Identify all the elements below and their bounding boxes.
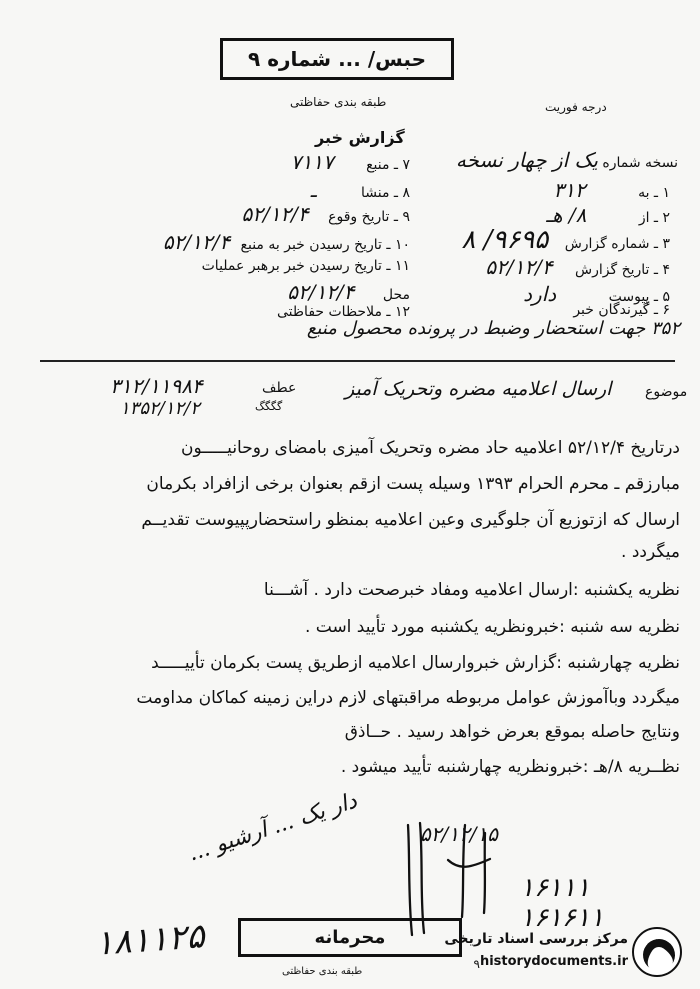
reference-date: ۱۳۵۲/۱۲/۲ [120,398,200,419]
field-label: محل [382,287,410,303]
footer-classification-stamp: محرمانه [238,918,462,957]
field-label: ۳ ـ شماره گزارش [564,236,670,252]
page-number: ۹ [473,957,480,971]
header-divider [40,360,675,362]
field-label: ۴ ـ تاریخ گزارش [575,262,670,278]
body-line: ارسال که ازتوزیع آن جلوگیری وعین اعلامیه بمنظو راستحضارپپیوست تقدیــم [141,510,680,530]
opinion-line: ونتایج حاصله بموقع بعرض خواهد رسید . حــاذق [344,722,680,742]
field-recipients [520,302,670,318]
footer-classification-label: طبقه بندی حفاظتی [282,966,363,977]
report-title: گزارش خبر [315,128,405,147]
opinion-line: نظریه چهارشنبه :گزارش خبروارسال اعلامیه ازطریق پست بکرمان تأییـــــد [151,653,680,673]
subject-label: موضوع [645,384,688,400]
handwritten-number: ۱۶۱۱۱ [520,873,590,903]
field-occurrence-date [95,202,410,226]
field-label: ۹ ـ تاریخ وقوع [328,209,410,225]
reference-label: عطف [262,380,297,396]
field-value: ۵۲/۱۲/۴ [287,280,355,304]
field-label: ۱۲ ـ ملاحظات حفاظتی [277,304,410,320]
urgency-label: درجه فوریت [545,100,607,114]
field-value: ۵۲/۱۲/۴ [485,255,553,279]
field-label: ۶ ـ گیرندگان خبر [573,302,670,318]
copy-number [428,148,678,172]
field-to [500,178,670,202]
handwritten-date: ۵۲/۱۲/۱۵ [420,822,498,846]
field-label: ۱۱ ـ تاریخ رسیدن خبر برهبر عملیات [201,258,410,274]
field-date-to-source [40,230,410,254]
body-line: مبارزقم ـ محرم الحرام ۱۳۹۳ وسیله پست ازقم بعنوان برخی ازافراد بکرمان [146,474,680,494]
opinion-line: نظریه سه شنبه :خبرونظریه یکشنبه مورد تأیید است . [304,617,680,637]
field-source [160,150,410,174]
reference-sub: گگگگ [255,400,283,413]
field-place [100,280,410,304]
field-label: ۷ ـ منبع [366,157,410,173]
logo-url: historydocuments.ir [479,954,628,969]
field-value: ۷۱۱۷ [290,150,334,174]
field-value: یک از چهار نسخه [455,148,598,172]
opinion-line: میگردد وباآموزش عوامل مربوطه مراقبتهای لازم دراین زمینه کماکان مداومت [136,688,680,708]
field-origin [195,178,410,202]
field-value: دارد [523,282,557,306]
opinion-line: نظریه یکشنبه :ارسال اعلامیه ومفاد خبرصحت دارد . آشـــنا [263,580,680,600]
subject-text: ارسال اعلامیه مضره وتحریک آمیز [345,378,612,400]
field-date-to-leader [80,258,410,274]
history-documents-logo [444,919,690,981]
margin-number: ۱۸۱۱۲۵ [93,916,206,964]
classification-label: طبقه بندی حفاظتی [290,95,387,109]
handwritten-annotation: دار یک ... آرشیو ... [185,788,361,867]
body-line: میگردد . [621,542,680,562]
field-value: ۹۶۹۵/ ۸ [461,225,549,255]
logo-title: مرکز بررسی اسناد تاریخی [444,931,628,947]
field-from [500,203,670,227]
field-report-date [380,255,670,279]
logo-icon [632,927,682,977]
field-value: ۳۱۲ [553,178,586,202]
top-classification-stamp: حبس/ ... شماره ۹ [220,38,454,80]
field-value: ـ [310,178,317,202]
reference-number: ۳۱۲/۱۱۹۸۴ [110,374,203,398]
field-label: نسخه شماره [602,155,678,171]
routing-note: ۳۵۲ جهت استحضار وضبط در پرونده محصول منبع [306,318,680,339]
field-label: ۸ ـ منشا [360,185,410,201]
field-label: ۱ ـ به [638,185,670,201]
field-value: ۸/ هـ [546,203,587,227]
opinion-line: نظــریه ۸/هـ :خبرونظریه چهارشنبه تأیید میشود . [340,757,680,777]
field-value: ۵۲/۱۲/۴ [162,230,231,254]
field-label: ۵ ـ پیوست [608,289,670,305]
handwritten-number: ۱۶۱۶۱۱ [520,903,604,933]
field-label: ۱۰ ـ تاریخ رسیدن خبر به منبع [240,237,410,253]
field-value: ۵۲/۱۲/۴ [241,202,309,226]
field-label: ۲ ـ از [638,210,670,226]
body-line: درتاریخ ۵۲/۱۲/۴ اعلامیه حاد مضره وتحریک آمیزی بامضای روحانیـــــون [181,438,680,458]
